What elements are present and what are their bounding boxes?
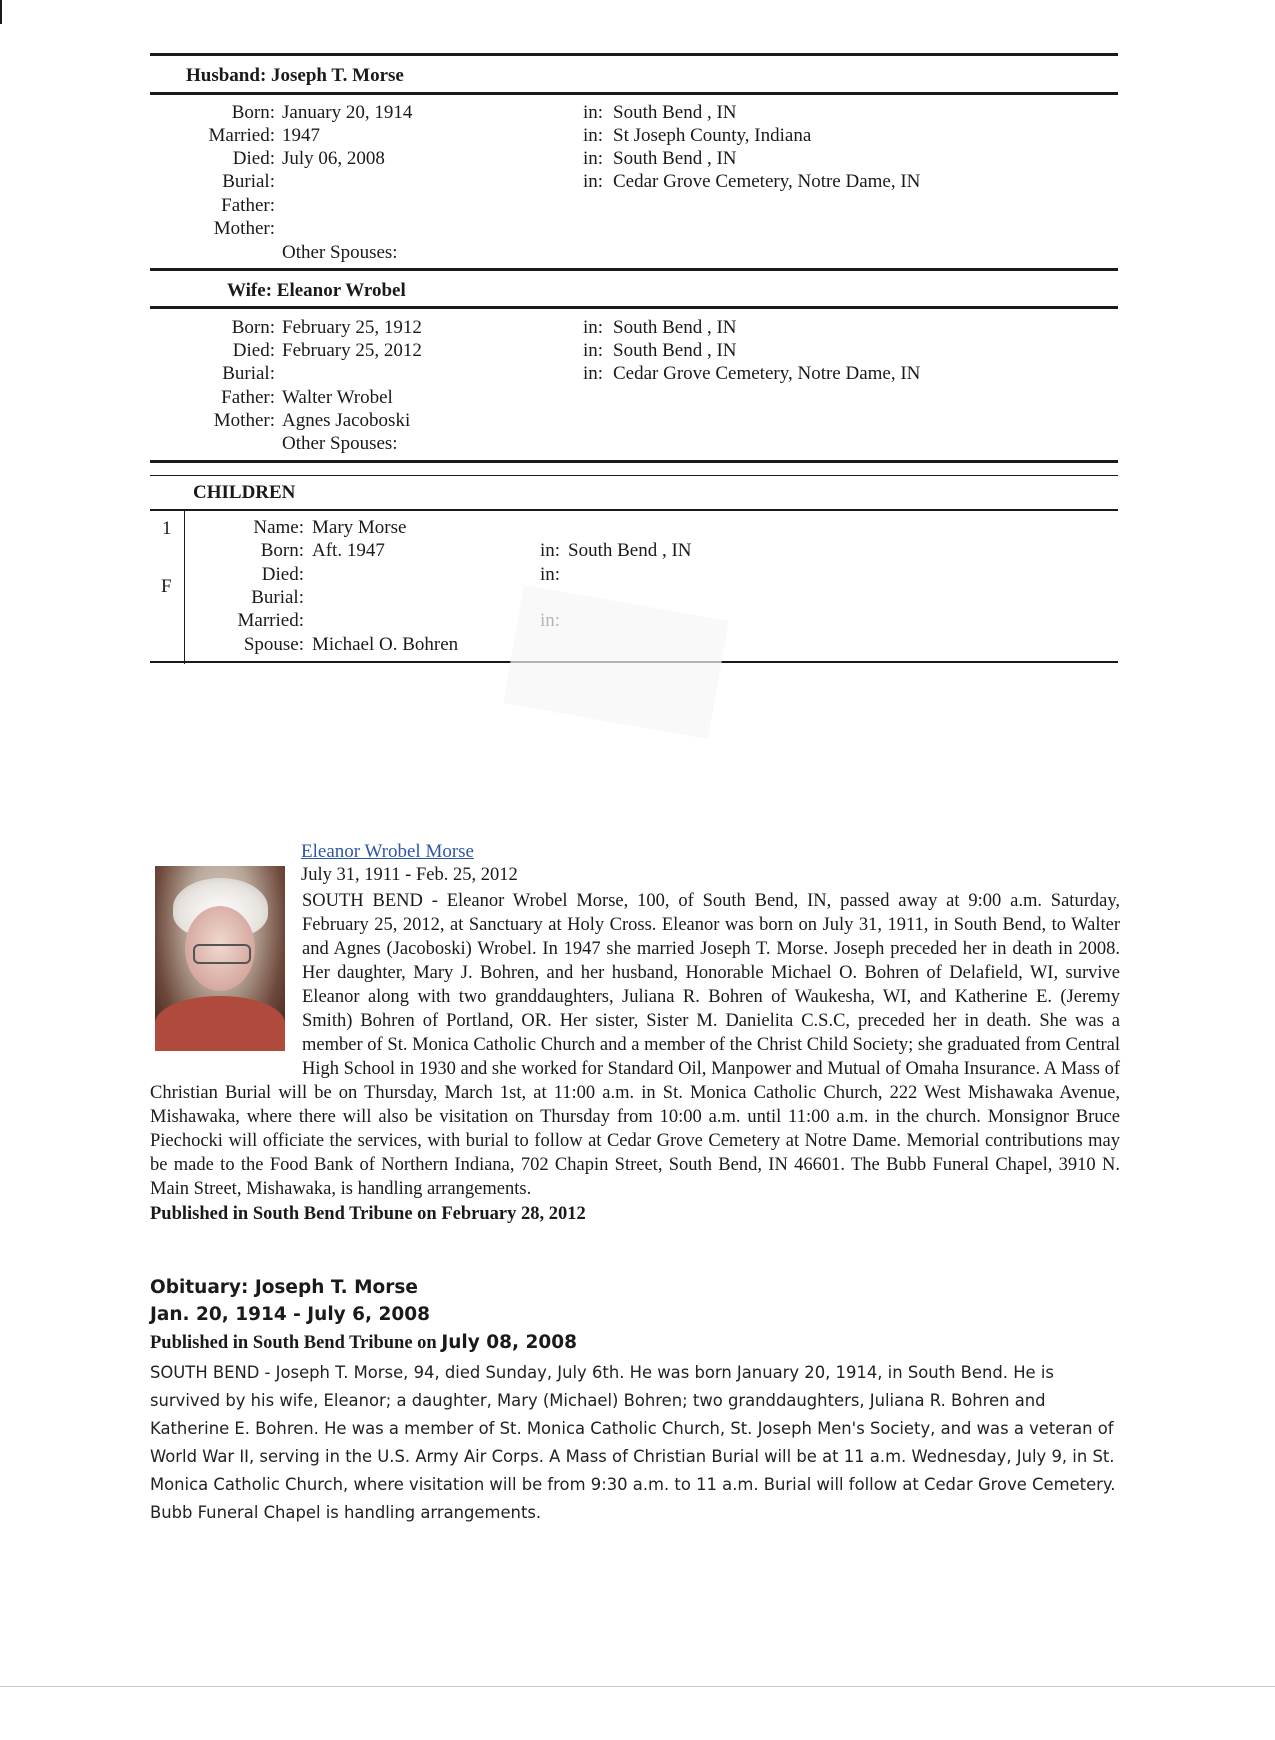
wife-top-rule [150,268,1118,271]
wife-name: Eleanor Wrobel [276,280,406,301]
field-label: Name: [253,517,304,538]
children-top-rule-2 [150,475,1118,476]
field-value: Walter Wrobel [282,387,393,408]
husband-row-married [0,124,1275,147]
in-label: in: [583,317,604,338]
joseph-obituary [150,1359,1120,1527]
field-label: Born: [231,102,275,123]
field-label: Burial: [222,171,275,192]
wife-row-other-spouses [282,432,398,455]
child-row-died [0,563,1275,586]
eleanor-published-line: Published in South Bend Tribune on February 28, 2012 [150,1204,586,1224]
joseph-published-date: July 08, 2008 [441,1332,577,1353]
field-label: Mother: [213,218,275,239]
field-label: Died: [232,340,275,361]
wife-row-father [0,386,1275,409]
child-number: 1 [162,518,172,539]
wife-header [227,280,406,302]
field-value: February 25, 2012 [282,340,422,361]
husband-row-other-spouses [282,241,398,264]
field-place: South Bend , IN [613,317,737,338]
wife-row-burial [0,362,1275,385]
in-label: in: [583,148,604,169]
joseph-published-prefix: Published in South Bend Tribune on [150,1333,442,1353]
wife-bottom-rule [150,306,1118,309]
field-label: Born: [260,540,304,561]
in-label: in: [540,540,561,561]
field-value: Michael O. Bohren [312,634,459,655]
field-value: 1947 [282,125,320,146]
field-place: South Bend , IN [613,102,737,123]
field-place: Cedar Grove Cemetery, Notre Dame, IN [613,363,921,384]
field-place: Cedar Grove Cemetery, Notre Dame, IN [613,171,921,192]
photo-spacer [150,889,302,1081]
other-spouses-label: Other Spouses: [282,242,398,263]
child-row-name [0,516,1275,539]
eleanor-dates: July 31, 1911 - Feb. 25, 2012 [301,865,518,885]
husband-bottom-rule [150,92,1118,95]
field-label: Father: [221,195,275,216]
field-label: Burial: [222,363,275,384]
in-label: in: [583,363,604,384]
children-top-rule [150,460,1118,463]
field-label: Died: [261,564,304,585]
in-label: in: [583,102,604,123]
wife-row-mother [0,409,1275,432]
scan-edge-mark [0,0,2,24]
joseph-published-line [150,1332,577,1354]
eleanor-obituary [150,889,1120,1226]
in-label: in: [583,125,604,146]
field-label: Spouse: [243,634,304,655]
husband-row-born [0,101,1275,124]
husband-header-label: Husband: [186,65,267,86]
field-label: Burial: [251,587,304,608]
in-label: in: [583,171,604,192]
field-value: July 06, 2008 [282,148,385,169]
field-place: South Bend , IN [568,540,692,561]
field-label: Born: [231,317,275,338]
joseph-obit-title: Obituary: Joseph T. Morse [150,1277,418,1298]
wife-row-died [0,339,1275,362]
child-sex: F [161,576,172,597]
children-header-rule [150,509,1118,511]
eleanor-obituary-body: SOUTH BEND - Eleanor Wrobel Morse, 100, of South Bend, IN, passed away at 9:00 a.m. Saturday, February 25, 2012, at Sanctuary at Holy Cross. Eleanor was born on July 31, 1911, in South Bend, to Walter and Agnes (Jacoboski) Wrobel. In 1947 she married Joseph T. Morse. Joseph preceded her in death in 2008. Her daughter, Mary J. Bohren, and her husband, Honorable Michael O. Bohren of Delafield, WI, survive Eleanor along with two granddaughters, Juliana R. Bohren of Waukesha, WI, and Katherine E. (Jeremy Smith) Bohren of Portland, OR. Her sister, Sister M. Danielita C.S.C, preceded her in death. She was a member of St. Monica Catholic Church and a member of the Christ Child Society; she graduated from Central High School in 1930 and she worked for Standard Oil, Manpower and Mutual of Omaha Insurance. A Mass of Christian Burial will be on Thursday, March 1st, at 11:00 a.m. in St. Monica Catholic Church, 222 West Mishawaka Avenue, Mishawaka, where there will also be visitation on Thursday from 10:00 a.m. until 11:00 a.m. in the church. Monsignor Bruce Piechocki will officiate the services, with burial to follow at Cedar Grove Cemetery at Notre Dame. Memorial contributions may be made to the Food Bank of Northern Indiana, 702 Chapin Street, South Bend, IN 46601. The Bubb Funeral Chapel, 3910 N. Main Street, Mishawaka, is handling arrangements. [150,891,1120,1199]
wife-header-label: Wife: [227,280,273,301]
field-place: South Bend , IN [613,148,737,169]
joseph-obituary-body: SOUTH BEND - Joseph T. Morse, 94, died Sunday, July 6th. He was born January 20, 1914, in South Bend. He is survived by his wife, Eleanor; a daughter, Mary (Michael) Bohren; two granddaughters, Juliana R. Bohren and Katherine E. Bohren. He was a member of St. Monica Catholic Church, St. Joseph Men's Society, and was a veteran of World War II, serving in the U.S. Army Air Corps. A Mass of Christian Burial will be at 11 a.m. Wednesday, July 9, in St. Monica Catholic Church, where visitation will be from 9:30 a.m. to 11 a.m. Burial will follow at Cedar Grove Cemetery. Bubb Funeral Chapel is handling arrangements. [150,1363,1116,1522]
eleanor-name-link[interactable]: Eleanor Wrobel Morse [301,841,474,862]
field-value: Aft. 1947 [312,540,385,561]
field-label: Married: [237,610,304,631]
field-label: Father: [221,387,275,408]
field-value: Mary Morse [312,517,407,538]
husband-row-father [0,194,1275,217]
field-label: Died: [232,148,275,169]
field-value: Agnes Jacoboski [282,410,411,431]
husband-name: Joseph T. Morse [271,65,404,86]
husband-row-burial [0,170,1275,193]
field-value: February 25, 1912 [282,317,422,338]
children-header: CHILDREN [193,482,296,503]
field-label: Married: [208,125,275,146]
in-label: in: [583,340,604,361]
husband-header [186,65,404,87]
field-place: St Joseph County, Indiana [613,125,812,146]
field-place: South Bend , IN [613,340,737,361]
other-spouses-label: Other Spouses: [282,433,398,454]
husband-row-mother [0,217,1275,240]
field-value: January 20, 1914 [282,102,413,123]
husband-row-died [0,147,1275,170]
scan-bottom-line [0,1686,1275,1687]
husband-top-rule [150,53,1118,56]
joseph-obit-dates: Jan. 20, 1914 - July 6, 2008 [150,1304,430,1325]
in-label: in: [540,564,561,585]
wife-row-born [0,316,1275,339]
field-label: Mother: [213,410,275,431]
child-row-born [0,539,1275,562]
